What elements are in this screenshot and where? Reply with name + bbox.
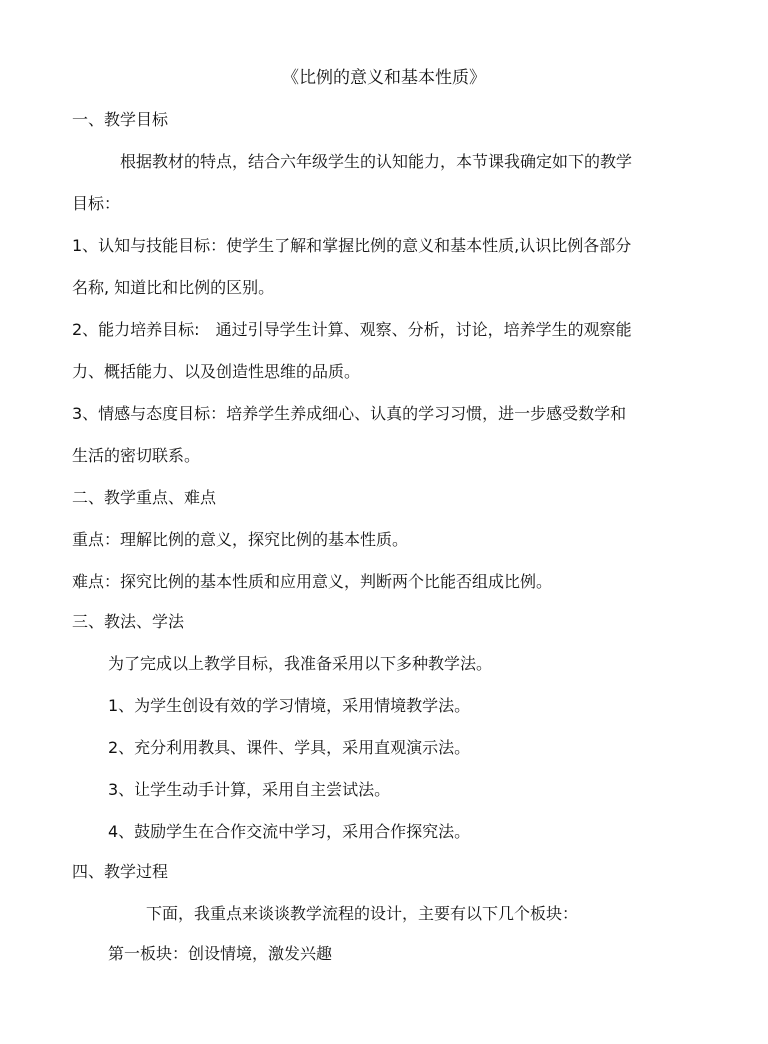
paragraph-line: 下面，我重点来谈谈教学流程的设计，主要有以下几个板块： xyxy=(146,904,579,923)
paragraph-line: 为了完成以上教学目标，我准备采用以下多种教学法。 xyxy=(108,654,493,673)
section-heading-process: 四、教学过程 xyxy=(72,862,169,881)
list-item: 1、为学生创设有效的学习情境，采用情境教学法。 xyxy=(108,696,471,715)
paragraph-line: 生活的密切联系。 xyxy=(72,446,201,465)
section-heading-teaching-goals: 一、教学目标 xyxy=(72,110,169,129)
paragraph-line: 名称, 知道比和比例的区别。 xyxy=(72,278,275,297)
paragraph-line: 目标： xyxy=(72,194,121,213)
paragraph-line: 1、认知与技能目标：使学生了解和掌握比例的意义和基本性质,认识比例各部分 xyxy=(72,236,632,255)
paragraph-line: 根据教材的特点，结合六年级学生的认知能力，本节课我确定如下的教学 xyxy=(120,152,633,171)
section-heading-methods: 三、教法、学法 xyxy=(72,612,185,631)
paragraph-line: 难点：探究比例的基本性质和应用意义，判断两个比能否组成比例。 xyxy=(72,572,553,591)
list-item: 3、让学生动手计算，采用自主尝试法。 xyxy=(108,780,391,799)
paragraph-line: 重点：理解比例的意义，探究比例的基本性质。 xyxy=(72,530,409,549)
document-title: 《比例的意义和基本性质》 xyxy=(282,68,486,88)
section-heading-key-points: 二、教学重点、难点 xyxy=(72,488,217,507)
paragraph-line: 2、能力培养目标: 通过引导学生计算、观察、分析，讨论，培养学生的观察能 xyxy=(72,320,632,339)
list-item: 4、鼓励学生在合作交流中学习，采用合作探究法。 xyxy=(108,822,471,841)
paragraph-line: 力、概括能力、以及创造性思维的品质。 xyxy=(72,362,361,381)
paragraph-line: 第一板块：创设情境，激发兴趣 xyxy=(108,944,333,963)
list-item: 2、充分利用教具、课件、学具，采用直观演示法。 xyxy=(108,738,471,757)
paragraph-line: 3、情感与态度目标：培养学生养成细心、认真的学习习惯，进一步感受数学和 xyxy=(72,404,627,423)
